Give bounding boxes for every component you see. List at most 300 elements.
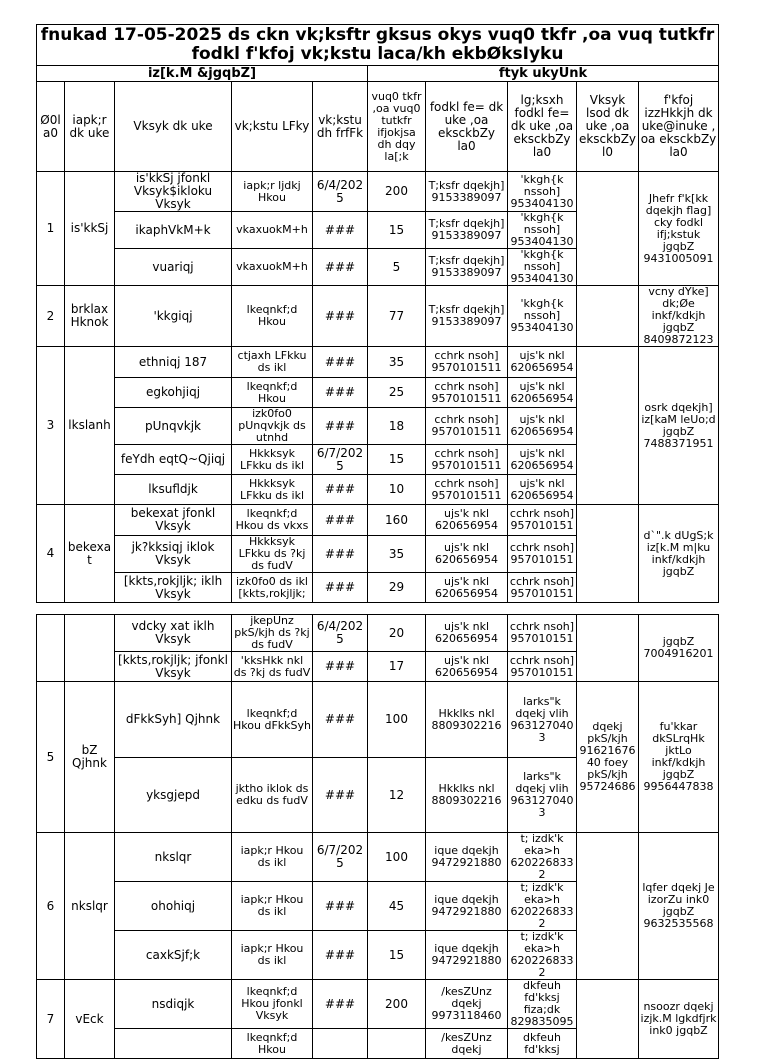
venue-text: izk0fo0 ds ikl [kkts,rokjljk; (236, 574, 308, 600)
venue-text: Hkkksyk LFkku ds ikl (239, 446, 305, 472)
event-date-text: ### (324, 222, 356, 237)
event-date (313, 378, 368, 408)
column-header: f'kfoj izzHkkjh dk uke@inuke , oa eksckbZy la0 (639, 82, 719, 172)
assistant-vikas-mitra-text: t; izdk'k eka>h 620226833 2 (510, 930, 574, 979)
venue (232, 249, 313, 286)
panchayat-name (65, 833, 115, 980)
tola-name (115, 408, 232, 445)
family-count-text: 25 (388, 385, 405, 399)
venue-text: iapk;r Hkou ds ikl (240, 893, 304, 918)
venue (232, 833, 313, 882)
family-count-text: 15 (388, 947, 405, 962)
event-date (313, 347, 368, 378)
tola-name-text: nkslqr (154, 849, 192, 864)
family-count (368, 172, 426, 212)
event-date (313, 408, 368, 445)
camp-incharge (639, 833, 719, 980)
serial-number (37, 505, 65, 603)
tola-name (115, 931, 232, 980)
column-header: Vksyk lsod dk uke ,oa eksckbZy l0 (577, 82, 639, 172)
tola-name-text: ikaphVkM+k (135, 222, 211, 237)
assistant-vikas-mitra-text: larks"k dqekj vlih 963127040 3 (510, 694, 574, 744)
column-header: Ø0l a0 (37, 82, 65, 172)
tola-name-text: yksgjepd (146, 787, 200, 802)
family-count-text: 77 (388, 308, 405, 323)
district-label: ftyk ukyUnk (368, 66, 719, 82)
assistant-vikas-mitra-text: cchrk nsoh] 957010151 (509, 653, 575, 679)
tola-name (115, 682, 232, 758)
assistant-vikas-mitra-text: ujs'k nkl 620656954 (510, 379, 574, 405)
tola-name (115, 536, 232, 573)
serial-number (37, 286, 65, 347)
family-count-text: 35 (388, 354, 405, 369)
assistant-vikas-mitra-text: ujs'k nkl 620656954 (510, 413, 574, 438)
vikas-mitra (426, 536, 508, 573)
serial-number (37, 980, 65, 1059)
panchayat-name (65, 172, 115, 286)
tola-name (115, 615, 232, 652)
panchayat-name-text: lkslanh (68, 418, 111, 432)
serial-number (37, 172, 65, 286)
event-date-text: 6/4/2025 (316, 177, 364, 205)
assistant-vikas-mitra (508, 1029, 577, 1059)
family-count (368, 212, 426, 249)
column-header: vuq0 tkfr ,oa vuq0 tutkfr ifjokjsa dh dqy la[;k (368, 82, 426, 172)
assistant-vikas-mitra-text: cchrk nsoh] 957010151 (509, 574, 575, 600)
assistant-vikas-mitra (508, 682, 577, 758)
venue (232, 505, 313, 536)
family-count-text: 17 (388, 659, 405, 673)
tola-name (115, 286, 232, 347)
event-date-text: ### (324, 546, 356, 561)
panchayat-name-text: nkslqr (71, 898, 108, 913)
assistant-vikas-mitra (508, 833, 577, 882)
event-date-text: ### (324, 659, 356, 673)
family-count (368, 682, 426, 758)
vikas-mitra-text: Hkklks nkl 8809302216 (431, 782, 502, 807)
tola-name (115, 505, 232, 536)
plan-table-page-1 (36, 24, 719, 603)
assistant-vikas-mitra (508, 286, 577, 347)
event-date-text: ### (324, 898, 356, 913)
event-date-text: ### (324, 354, 356, 369)
event-date (313, 682, 368, 758)
column-header: lg;ksxh fodkl fe= dk uke ,oa eksckbZy la0 (508, 82, 577, 172)
camp-incharge-text: fu'kkar dkSLrqHk jktLo inkf/kdkjh jgqbZ 9956447838 (643, 720, 714, 793)
vikas-mitra (426, 172, 508, 212)
tola-name-text: vuariqj (152, 259, 194, 274)
tola-name-text: lksufldjk (148, 482, 198, 496)
vikas-mitra (426, 980, 508, 1029)
family-count (368, 347, 426, 378)
venue (232, 573, 313, 603)
table-row (37, 286, 719, 347)
tola-name-text: nsdiqjk (151, 996, 195, 1011)
camp-incharge-text: vcny dYke] dk;Øe inkf/kdkjh jgqbZ 8409872123 (643, 285, 714, 346)
vikas-mitra (426, 615, 508, 652)
tola-name-text: dFkkSyh] Qjhnk (125, 712, 221, 726)
event-date-text: ### (324, 385, 356, 399)
vikas-mitra (426, 652, 508, 682)
assistant-vikas-mitra (508, 172, 577, 212)
family-count (368, 573, 426, 603)
assistant-vikas-mitra (508, 378, 577, 408)
event-date-text: ### (324, 580, 356, 594)
camp-incharge-text: lqfer dqekj Je izorZu ink0 jgqbZ 9632535568 (642, 881, 715, 930)
family-count (368, 882, 426, 931)
venue (232, 347, 313, 378)
family-count-text: 10 (388, 482, 405, 496)
tola-name-text: jk?kksiqj iklok Vksyk (131, 540, 215, 567)
family-count (368, 758, 426, 833)
assistant-vikas-mitra-text: larks"k dqekj vlih 963127040 3 (510, 770, 574, 819)
tola-name (115, 445, 232, 475)
venue (232, 286, 313, 347)
vikas-mitra-text: T;ksfr dqekjh] 9153389097 (428, 303, 505, 328)
venue-text: vkaxuokM+h (236, 260, 308, 273)
assistant-vikas-mitra-text: dkfeuh fd'kksj (523, 1030, 561, 1056)
panchayat-name (65, 347, 115, 505)
vikas-mitra-text: cchrk nsoh] 9570101511 (431, 413, 502, 438)
vikas-mitra (426, 931, 508, 980)
panchayat-name-text: bekexat (67, 539, 112, 567)
camp-incharge-text: d`".k dUgS;k iz[k.M m|ku inkf/kdkjh jgqbZ (643, 528, 714, 578)
family-count (368, 615, 426, 652)
vikas-mitra (426, 347, 508, 378)
event-date (313, 172, 368, 212)
vikas-mitra-text: cchrk nsoh] 9570101511 (431, 379, 502, 405)
event-date (313, 882, 368, 931)
event-date (313, 833, 368, 882)
event-date (313, 1029, 368, 1059)
venue-text: lkeqnkf;d Hkou (246, 303, 298, 328)
family-count (368, 249, 426, 286)
venue (232, 980, 313, 1029)
family-count-text: 15 (388, 222, 405, 237)
vikas-mitra (426, 505, 508, 536)
vikas-mitra (426, 445, 508, 475)
family-count-text: 200 (385, 996, 408, 1011)
tola-name-text: [kkts,rokjljk; iklh Vksyk (123, 573, 223, 601)
venue (232, 615, 313, 652)
plan-table-page-2 (36, 614, 719, 1059)
tola-name (115, 347, 232, 378)
venue-text: lkeqnkf;d Hkou ds vkxs (235, 507, 309, 532)
tola-name (115, 833, 232, 882)
tola-sevak-text: dqekj pkS/kjh 91621676 40 foey pkS/kjh 95724686 (579, 720, 636, 793)
table-row (37, 833, 719, 882)
camp-incharge (639, 286, 719, 347)
venue-text: izk0fo0 pUnqvkjk ds utnhd (238, 407, 306, 444)
assistant-vikas-mitra-text: ujs'k nkl 620656954 (510, 446, 574, 472)
family-count (368, 475, 426, 505)
family-count-text: 20 (388, 625, 405, 640)
venue (232, 1029, 313, 1059)
tola-name-text: ethniqj 187 (138, 354, 208, 369)
column-header: Vksyk dk uke (115, 82, 232, 172)
assistant-vikas-mitra (508, 249, 577, 286)
venue-text: lkeqnkf;d Hkou (246, 379, 298, 405)
assistant-vikas-mitra-text: cchrk nsoh] 957010151 (509, 620, 575, 645)
assistant-vikas-mitra (508, 615, 577, 652)
camp-incharge (639, 682, 719, 833)
venue (232, 408, 313, 445)
family-count-text: 35 (388, 546, 405, 561)
family-count (368, 286, 426, 347)
table-row (37, 615, 719, 652)
venue-text: lkeqnkf;d Hkou jfonkl Vksyk (241, 985, 303, 1022)
tola-sevak (577, 286, 639, 347)
column-header: iapk;r dk uke (65, 82, 115, 172)
vikas-mitra-text: /kesZUnz dqekj 9973118460 (431, 985, 502, 1022)
tola-name-text: ohohiqj (150, 898, 196, 913)
family-count-text: 100 (385, 712, 408, 726)
table-row (37, 347, 719, 378)
tola-name-text: 'kkgiqj (153, 308, 193, 323)
venue (232, 378, 313, 408)
assistant-vikas-mitra-text: 'kkgh{k nssoh] 953404130 (510, 248, 574, 285)
vikas-mitra-text: ique dqekjh 9472921880 (431, 844, 502, 869)
vikas-mitra (426, 758, 508, 833)
tola-name-text: pUnqvkjk (145, 418, 201, 433)
event-date (313, 931, 368, 980)
serial-number (37, 833, 65, 980)
assistant-vikas-mitra-text: 'kkgh{k nssoh] 953404130 (510, 297, 574, 334)
event-date-text: ### (324, 712, 356, 726)
venue (232, 172, 313, 212)
tola-name-text: is'kkSj jfonkl Vksyk$ikloku Vksyk (133, 171, 213, 211)
venue (232, 758, 313, 833)
vikas-mitra-text: ujs'k nkl 620656954 (435, 541, 498, 566)
camp-incharge (639, 172, 719, 286)
tola-name (115, 475, 232, 505)
vikas-mitra (426, 286, 508, 347)
tola-name (115, 980, 232, 1029)
venue-text: jkepUnz pkS/kjh ds ?kj ds fudV (234, 614, 310, 651)
column-header: vk;kstu LFky (232, 82, 313, 172)
serial-number-text: 6 (46, 898, 55, 913)
vikas-mitra (426, 1029, 508, 1059)
serial-number-text: 3 (46, 418, 55, 432)
event-date-text: 6/4/2025 (316, 619, 364, 646)
vikas-mitra-text: ujs'k nkl 620656954 (435, 574, 498, 600)
venue-text: Hkkksyk LFkku ds ?kj ds fudV (238, 535, 306, 572)
tola-sevak (577, 682, 639, 833)
panchayat-name (65, 505, 115, 603)
venue (232, 445, 313, 475)
vikas-mitra-text: ujs'k nkl 620656954 (435, 507, 498, 532)
venue-text: lkeqnkf;d Hkou dFkkSyh (233, 706, 311, 732)
vikas-mitra-text: cchrk nsoh] 9570101511 (431, 446, 502, 472)
family-count (368, 505, 426, 536)
event-date-text: ### (324, 512, 356, 527)
assistant-vikas-mitra (508, 475, 577, 505)
vikas-mitra-text: ique dqekjh 9472921880 (431, 942, 502, 967)
panchayat-name-text: is'kkSj (70, 221, 109, 235)
serial-number-text: 7 (46, 1011, 55, 1026)
assistant-vikas-mitra-text: cchrk nsoh] 957010151 (509, 507, 575, 532)
event-date-text: ### (324, 259, 356, 274)
column-header: vk;kstu dh frfFk (313, 82, 368, 172)
serial-number (37, 682, 65, 833)
tola-name-text: feYdh eqtQ~Qjiqj (120, 452, 226, 466)
event-date-text: ### (324, 418, 356, 433)
venue-text: ctjaxh LFkku ds ikl (237, 349, 307, 374)
venue (232, 882, 313, 931)
assistant-vikas-mitra (508, 505, 577, 536)
family-count (368, 980, 426, 1029)
table-row (37, 172, 719, 212)
event-date-text: ### (324, 996, 356, 1011)
vikas-mitra (426, 475, 508, 505)
vikas-mitra-text: cchrk nsoh] 9570101511 (431, 349, 502, 374)
event-date (313, 573, 368, 603)
assistant-vikas-mitra-text: t; izdk'k eka>h 620226833 2 (510, 881, 574, 930)
serial-number-text: 4 (46, 546, 55, 560)
event-date (313, 212, 368, 249)
tola-name-text: egkohjiqj (145, 385, 201, 399)
camp-incharge-text: nsoozr dqekj izjk.M lgkdfjrk ink0 jgqbZ (640, 1000, 717, 1037)
table-row (37, 682, 719, 758)
camp-incharge (639, 347, 719, 505)
tola-name-text: [kkts,rokjljk; jfonkl Vksyk (118, 652, 228, 680)
camp-incharge-text: jgqbZ 7004916201 (643, 635, 714, 660)
vikas-mitra-text: Hkklks nkl 8809302216 (431, 706, 502, 732)
event-date (313, 758, 368, 833)
event-date-text: 6/7/2025 (316, 445, 364, 473)
event-date (313, 652, 368, 682)
vikas-mitra-text: T;ksfr dqekjh] 9153389097 (428, 254, 505, 279)
venue (232, 931, 313, 980)
family-count-text: 45 (388, 898, 405, 913)
assistant-vikas-mitra (508, 347, 577, 378)
event-date (313, 536, 368, 573)
tola-sevak (577, 347, 639, 505)
event-date (313, 615, 368, 652)
camp-incharge-text: Jhefr f'k[kk dqekjh flag] cky fodkl ifj;kstuk jgqbZ 9431005091 (643, 191, 714, 265)
panchayat-name-text: bZ Qjhnk (72, 743, 107, 770)
family-count-text: 29 (388, 580, 405, 594)
venue-text: 'kksHkk nkl ds ?kj ds fudV (233, 653, 311, 679)
family-count-text: 12 (388, 787, 405, 802)
venue (232, 212, 313, 249)
vikas-mitra (426, 882, 508, 931)
tola-name (115, 1029, 232, 1059)
serial-number (37, 615, 65, 682)
vikas-mitra-text: cchrk nsoh] 9570101511 (431, 476, 502, 502)
tola-name (115, 758, 232, 833)
vikas-mitra (426, 249, 508, 286)
camp-incharge-text: osrk dqekjh] iz[kaM leUo;d jgqbZ 7488371951 (641, 400, 716, 450)
tola-name (115, 212, 232, 249)
tola-sevak (577, 505, 639, 603)
family-count (368, 408, 426, 445)
vikas-mitra (426, 682, 508, 758)
family-count (368, 931, 426, 980)
panchayat-name-text: vEck (75, 1011, 104, 1026)
event-date (313, 445, 368, 475)
family-count (368, 1029, 426, 1059)
family-count-text: 160 (385, 512, 408, 527)
assistant-vikas-mitra (508, 758, 577, 833)
panchayat-name (65, 286, 115, 347)
family-count-text: 5 (392, 259, 401, 274)
family-count (368, 378, 426, 408)
vikas-mitra-text: ujs'k nkl 620656954 (435, 653, 498, 679)
tola-sevak (577, 833, 639, 980)
assistant-vikas-mitra (508, 408, 577, 445)
family-count (368, 652, 426, 682)
serial-number-text: 5 (46, 749, 55, 764)
assistant-vikas-mitra (508, 652, 577, 682)
assistant-vikas-mitra-text: cchrk nsoh] 957010151 (509, 541, 575, 566)
vikas-mitra (426, 833, 508, 882)
family-count-text: 18 (388, 418, 405, 433)
event-date (313, 475, 368, 505)
family-count (368, 536, 426, 573)
family-count (368, 833, 426, 882)
venue-text: jktho iklok ds edku ds fudV (235, 782, 309, 807)
tola-name-text: bekexat jfonkl Vksyk (130, 506, 216, 533)
vikas-mitra (426, 573, 508, 603)
event-date-text: ### (324, 787, 356, 802)
table-row (37, 505, 719, 536)
tola-name (115, 249, 232, 286)
tola-sevak (577, 980, 639, 1059)
assistant-vikas-mitra (508, 882, 577, 931)
serial-number (37, 347, 65, 505)
assistant-vikas-mitra-text: 'kkgh{k nssoh] 953404130 (510, 211, 574, 248)
tola-sevak (577, 615, 639, 682)
family-count (368, 445, 426, 475)
panchayat-name-text: brklax Hknok (70, 302, 109, 329)
family-count-text: 100 (385, 849, 408, 864)
vikas-mitra-text: /kesZUnz dqekj (441, 1030, 492, 1056)
vikas-mitra-text: T;ksfr dqekjh] 9153389097 (428, 178, 505, 204)
tola-name (115, 573, 232, 603)
venue-text: lkeqnkf;d Hkou (246, 1030, 298, 1056)
camp-incharge (639, 980, 719, 1059)
family-count-text: 15 (388, 452, 405, 466)
assistant-vikas-mitra (508, 573, 577, 603)
vikas-mitra (426, 378, 508, 408)
venue-text: iapk;r Hkou ds ikl (240, 844, 304, 869)
table-row (37, 980, 719, 1029)
venue (232, 652, 313, 682)
vikas-mitra-text: ique dqekjh 9472921880 (431, 893, 502, 918)
assistant-vikas-mitra (508, 931, 577, 980)
tola-name-text: vdcky xat iklh Vksyk (131, 619, 215, 646)
block-label: iz[k.M &jgqbZ] (37, 66, 368, 82)
event-date-text: ### (324, 308, 356, 323)
vikas-mitra (426, 212, 508, 249)
column-header: fodkl fe= dk uke ,oa eksckbZy la0 (426, 82, 508, 172)
tola-sevak (577, 172, 639, 286)
panchayat-name (65, 682, 115, 833)
tola-name (115, 882, 232, 931)
tola-name-text: caxkSjf;k (145, 947, 201, 962)
assistant-vikas-mitra-text: ujs'k nkl 620656954 (510, 476, 574, 502)
venue-text: iapk;r Hkou ds ikl (240, 942, 304, 967)
tola-name (115, 378, 232, 408)
event-date-text: 6/7/2025 (316, 843, 364, 870)
assistant-vikas-mitra (508, 980, 577, 1029)
family-count-text: 200 (385, 184, 408, 198)
vikas-mitra (426, 408, 508, 445)
assistant-vikas-mitra (508, 445, 577, 475)
event-date-text: ### (324, 482, 356, 496)
assistant-vikas-mitra-text: t; izdk'k eka>h 620226833 2 (510, 832, 574, 881)
